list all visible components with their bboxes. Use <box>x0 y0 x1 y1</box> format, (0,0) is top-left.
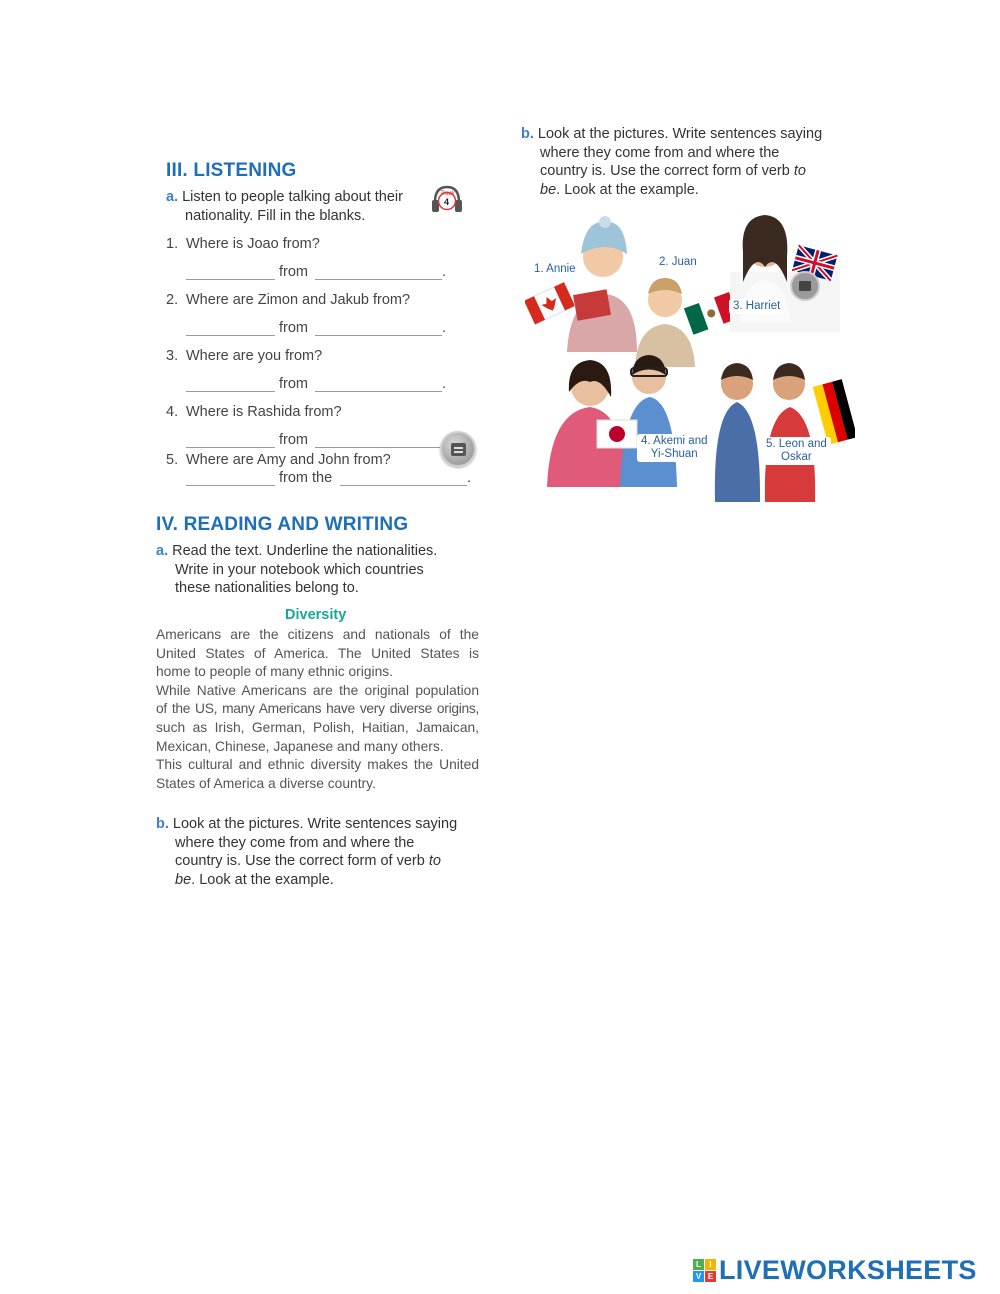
question-number: 5. <box>166 452 179 468</box>
from-text: from <box>279 376 308 392</box>
period: . <box>442 320 447 336</box>
instruction-line: Look at the pictures. Write sentences saying <box>537 126 823 142</box>
germany-flag <box>813 379 855 445</box>
question-text: Where is Rashida from? <box>186 404 342 420</box>
instruction-line: where they come from and where the <box>175 834 415 851</box>
question-number: 1. <box>166 236 179 252</box>
instruction-line: where they come from and where the <box>540 144 780 161</box>
question-text: Where are Zimon and Jakub from? <box>186 292 411 308</box>
annie-figure <box>567 216 637 352</box>
question-2 <box>166 292 410 308</box>
audio-icon <box>451 443 466 456</box>
instruction-line: . Look at the example. <box>556 181 699 198</box>
right-instruction-b <box>521 125 851 199</box>
label-juan: 2. Juan <box>655 255 701 270</box>
paragraph-line: of the US, many Americans have very diverse origins, <box>156 701 479 717</box>
paragraph-line: United States of America. The United States is <box>156 645 479 661</box>
track-number: 4 <box>444 197 450 207</box>
from-text: from the <box>279 470 333 486</box>
reading-text-title: Diversity <box>285 607 347 623</box>
instruction-letter: b. <box>156 816 169 832</box>
question-text: Where is Joao from? <box>186 236 320 252</box>
listening-instruction-a <box>166 188 456 225</box>
instruction-line: country is. Use the correct form of verb <box>175 853 429 869</box>
question-1 <box>166 236 320 252</box>
logo-letter: E <box>705 1271 716 1282</box>
logo-text: LIVEWORKSHEETS <box>719 1254 977 1285</box>
listening-title: III. LISTENING <box>166 160 297 181</box>
label-line: Yi-Shuan <box>650 448 698 460</box>
answer-blank-3a[interactable] <box>186 391 275 392</box>
instruction-italic: be <box>540 181 557 198</box>
instruction-line: . Look at the example. <box>191 871 334 888</box>
question-text: Where are you from? <box>186 348 323 364</box>
leon-oskar-figures <box>715 363 815 502</box>
instruction-italic: be <box>175 871 192 888</box>
track-label: Track <box>440 191 455 197</box>
logo-mark <box>693 1259 716 1282</box>
paragraph-line: States of America a diverse country. <box>156 775 376 791</box>
answer-blank-5a[interactable] <box>186 485 275 486</box>
instruction-letter: b. <box>521 126 534 142</box>
reading-paragraph <box>156 626 479 793</box>
answer-blank-2b[interactable] <box>315 335 442 336</box>
instruction-line: Write in your notebook which countries <box>175 561 424 578</box>
answer-blank-4b[interactable] <box>315 447 442 448</box>
logo-letter: I <box>705 1259 716 1270</box>
instruction-letter: a. <box>166 189 179 205</box>
juan-figure <box>635 278 695 367</box>
label-akemi-yishuan <box>637 434 711 462</box>
label-line: Oskar <box>781 451 812 463</box>
instruction-line: Read the text. Underline the nationalities. <box>172 543 438 559</box>
period: . <box>442 376 447 392</box>
answer-blank-1b[interactable] <box>315 279 442 280</box>
label-annie: 1. Annie <box>530 262 580 277</box>
paragraph-line: Americans are the citizens and nationals of the <box>156 627 479 642</box>
audio-play-button[interactable] <box>440 431 476 467</box>
instruction-line: nationality. Fill in the blanks. <box>185 207 366 224</box>
logo-letter: L <box>693 1259 704 1270</box>
instruction-italic: to <box>793 163 806 179</box>
label-line: 4. Akemi and <box>641 435 708 447</box>
answer-blank-2a[interactable] <box>186 335 275 336</box>
period: . <box>467 470 472 486</box>
question-5 <box>166 452 391 468</box>
answer-blank-5b[interactable] <box>340 485 467 486</box>
label-harriet: 3. Harriet <box>729 299 784 314</box>
liveworksheets-logo[interactable] <box>693 1255 977 1285</box>
question-number: 4. <box>166 404 179 420</box>
answer-blank-3b[interactable] <box>315 391 442 392</box>
answer-blank-4a[interactable] <box>186 447 275 448</box>
from-text: from <box>279 432 308 448</box>
paragraph-line: Mexican, Chinese, Japanese and many others. <box>156 738 444 754</box>
nationalities-picture <box>525 212 855 502</box>
instruction-italic: to <box>428 853 441 869</box>
instruction-line: country is. Use the correct form of verb <box>540 163 794 179</box>
question-number: 2. <box>166 292 179 308</box>
logo-letter: V <box>693 1271 704 1282</box>
instruction-line: these nationalities belong to. <box>175 580 359 596</box>
instruction-line: Look at the pictures. Write sentences saying <box>172 816 458 832</box>
instruction-line: Listen to people talking about their <box>182 189 403 205</box>
paragraph-line: home to people of many ethnic origins. <box>156 664 393 680</box>
reading-writing-title: IV. READING AND WRITING <box>156 514 409 535</box>
question-number: 3. <box>166 348 179 364</box>
question-4 <box>166 404 342 420</box>
japan-flag <box>597 420 637 448</box>
answer-blank-1a[interactable] <box>186 279 275 280</box>
reading-instruction-b <box>156 815 486 889</box>
paragraph-line: While Native Americans are the original population <box>156 682 479 698</box>
label-line: 5. Leon and <box>766 438 827 450</box>
reading-instruction-a <box>156 542 476 598</box>
instruction-letter: a. <box>156 543 169 559</box>
question-text: Where are Amy and John from? <box>186 452 391 468</box>
period: . <box>442 264 447 280</box>
label-leon-oskar <box>762 437 831 465</box>
paragraph-line: such as Irish, German, Polish, Haitian, Jamaican, <box>156 719 479 735</box>
paragraph-line: This cultural and ethnic diversity makes the United <box>156 757 479 773</box>
from-text: from <box>279 320 308 336</box>
question-3 <box>166 348 322 364</box>
from-text: from <box>279 264 308 280</box>
headphones-icon <box>430 182 464 216</box>
canada-flag <box>525 282 575 324</box>
